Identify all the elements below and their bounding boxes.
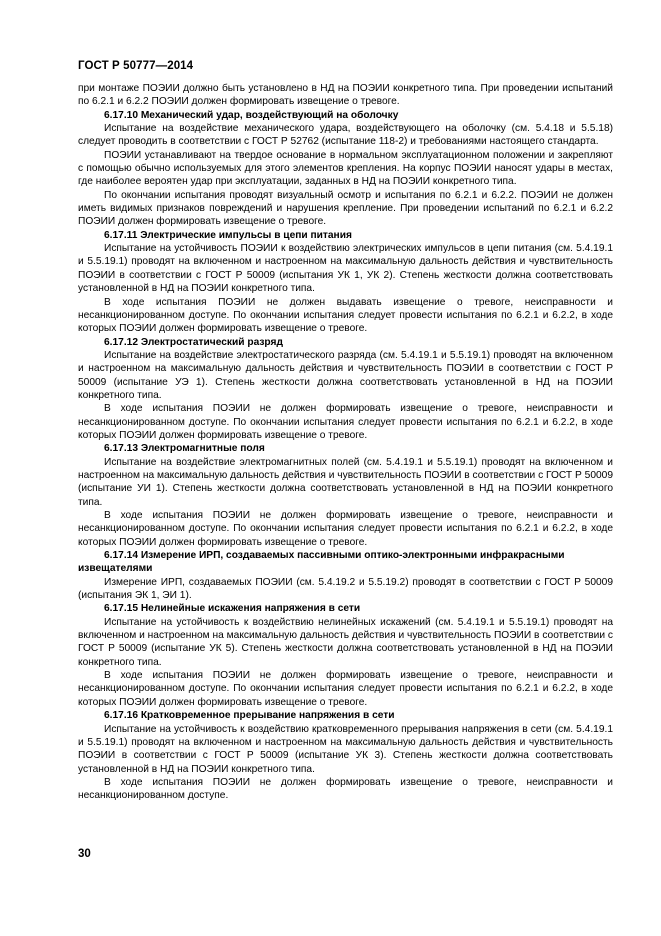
page-header-standard: ГОСТ Р 50777—2014	[78, 60, 194, 72]
section-heading: 6.17.14 Измерение ИРП, создаваемых пассивными оптико-электронными инфракрасными извещателями	[78, 550, 565, 575]
body-paragraph: при монтаже ПОЭИИ должно быть установлено в НД на ПОЭИИ конкретного типа. При проведении испытаний по 6.2.1 и 6.2.2 ПОЭИИ должен формировать извещение о тревоге.	[78, 83, 613, 108]
section-heading: 6.17.15 Нелинейные искажения напряжения в сети	[104, 603, 361, 615]
body-paragraph: Испытание на устойчивость к воздействию кратковременного прерывания напряжения в сети (см. 5.4.19.1 и 5.5.19.1) проводят на включенном и настроенном на максимальную дальность действия и чувствительность ПОЭИИ в соответствии с ГОСТ Р 50009 (испытание УК 3). Степень жесткости должна соответствовать установленной в НД на ПОЭИИ конкретного типа.	[78, 723, 613, 775]
body-paragraph: Испытание на воздействие электромагнитных полей (см. 5.4.19.1 и 5.5.19.1) проводят на включенном и настроенном на максимальную дальность действия и чувствительность ПОЭИИ в соответствии с ГОСТ Р 50009 (испытание УИ 1). Степень жесткости должна соответствовать установленной в НД на ПОЭИИ конкретного типа.	[78, 456, 613, 508]
body-paragraph: ПОЭИИ устанавливают на твердое основание в нормальном эксплуатационном положении и закрепляют с помощью обычно используемых для этого элементов крепления. На корпус ПОЭИИ наносят удары в местах, где наиболее вероятен удар при эксплуатации, заданных в НД на ПОЭИИ конкретного типа.	[78, 149, 613, 188]
section-heading: 6.17.12 Электростатический разряд	[104, 336, 283, 348]
section-heading: 6.17.16 Кратковременное прерывание напряжения в сети	[104, 710, 395, 722]
page-number: 30	[78, 848, 91, 860]
document-body	[78, 82, 613, 803]
body-paragraph: Измерение ИРП, создаваемых ПОЭИИ (см. 5.4.19.2 и 5.5.19.2) проводят в соответствии с ГОСТ Р 50009 (испытания ЭК 1, ЭИ 1).	[78, 576, 613, 602]
body-paragraph: Испытание на устойчивость к воздействию нелинейных искажений (см. 5.4.19.1 и 5.5.19.1) проводят на включенном и настроенном на максимальную дальность действия и чувствительность ПОЭИИ в соответствии с ГОСТ Р 50009 (испытание УК 5). Степень жесткости должна соответствовать установленной в НД на ПОЭИИ конкретного типа.	[78, 616, 613, 668]
body-paragraph: В ходе испытания ПОЭИИ не должен формировать извещение о тревоге, неисправности и несанкционированном доступе. По окончании испытания следует провести испытания по 6.2.1 и 6.2.2, в ходе которых ПОЭИИ должен формировать извещение о тревоге.	[78, 403, 613, 441]
section-heading: 6.17.13 Электромагнитные поля	[104, 443, 265, 455]
body-paragraph: Испытание на воздействие электростатического разряда (см. 5.4.19.1 и 5.5.19.1) проводят на включенном и настроенном на максимальную дальность действия и чувствительность ПОЭИИ в соответствии с ГОСТ Р 50009 (испытание УЭ 1). Степень жесткости должна соответствовать установленной в НД на ПОЭИИ конкретного типа.	[78, 349, 613, 401]
section-heading: 6.17.11 Электрические импульсы в цепи питания	[104, 229, 352, 241]
body-paragraph: Испытание на воздействие механического удара, воздействующего на оболочку (см. 5.4.18 и 5.5.18) следует проводить в соответствии с ГОСТ Р 52762 (испытание 118-2) и требованиями настоящего стандарта.	[78, 123, 613, 148]
body-paragraph: Испытание на устойчивость ПОЭИИ к воздействию электрических импульсов в цепи питания (см. 5.4.19.1 и 5.5.19.1) проводят на включенном и настроенном на максимальную дальность действия и чувствительность ПОЭИИ в соответствии с ГОСТ Р 50009 (испытания УК 1, УК 2). Степень жесткости должна соответствовать установленной в НД на ПОЭИИ конкретного типа.	[78, 243, 613, 295]
body-paragraph: В ходе испытания ПОЭИИ не должен формировать извещение о тревоге, неисправности и несанкционированном доступе. По окончании испытания следует провести испытания по 6.2.1 и 6.2.2, в ходе которых ПОЭИИ должен формировать извещение о тревоге.	[78, 670, 613, 708]
body-paragraph: В ходе испытания ПОЭИИ не должен формировать извещение о тревоге, неисправности и несанкционированном доступе.	[78, 776, 613, 802]
body-paragraph: В ходе испытания ПОЭИИ не должен формировать извещение о тревоге, неисправности и несанкционированном доступе. По окончании испытания следует провести испытания по 6.2.1 и 6.2.2, в ходе которых ПОЭИИ должен формировать извещение о тревоге.	[78, 510, 613, 548]
section-heading: 6.17.10 Механический удар, воздействующий на оболочку	[104, 109, 399, 121]
body-paragraph: По окончании испытания проводят визуальный осмотр и испытания по 6.2.1 и 6.2.2. ПОЭИИ не должен иметь видимых признаков повреждений и нарушения крепление. При проведении испытаний по 6.2.1 и 6.2.2 ПОЭИИ должен формировать извещение о тревоге.	[78, 189, 613, 228]
body-paragraph: В ходе испытания ПОЭИИ не должен выдавать извещение о тревоге, неисправности и несанкционированном доступе. По окончании испытания следует провести испытания по 6.2.1 и 6.2.2, в ходе которых ПОЭИИ должен формировать извещение о тревоге.	[78, 296, 613, 335]
